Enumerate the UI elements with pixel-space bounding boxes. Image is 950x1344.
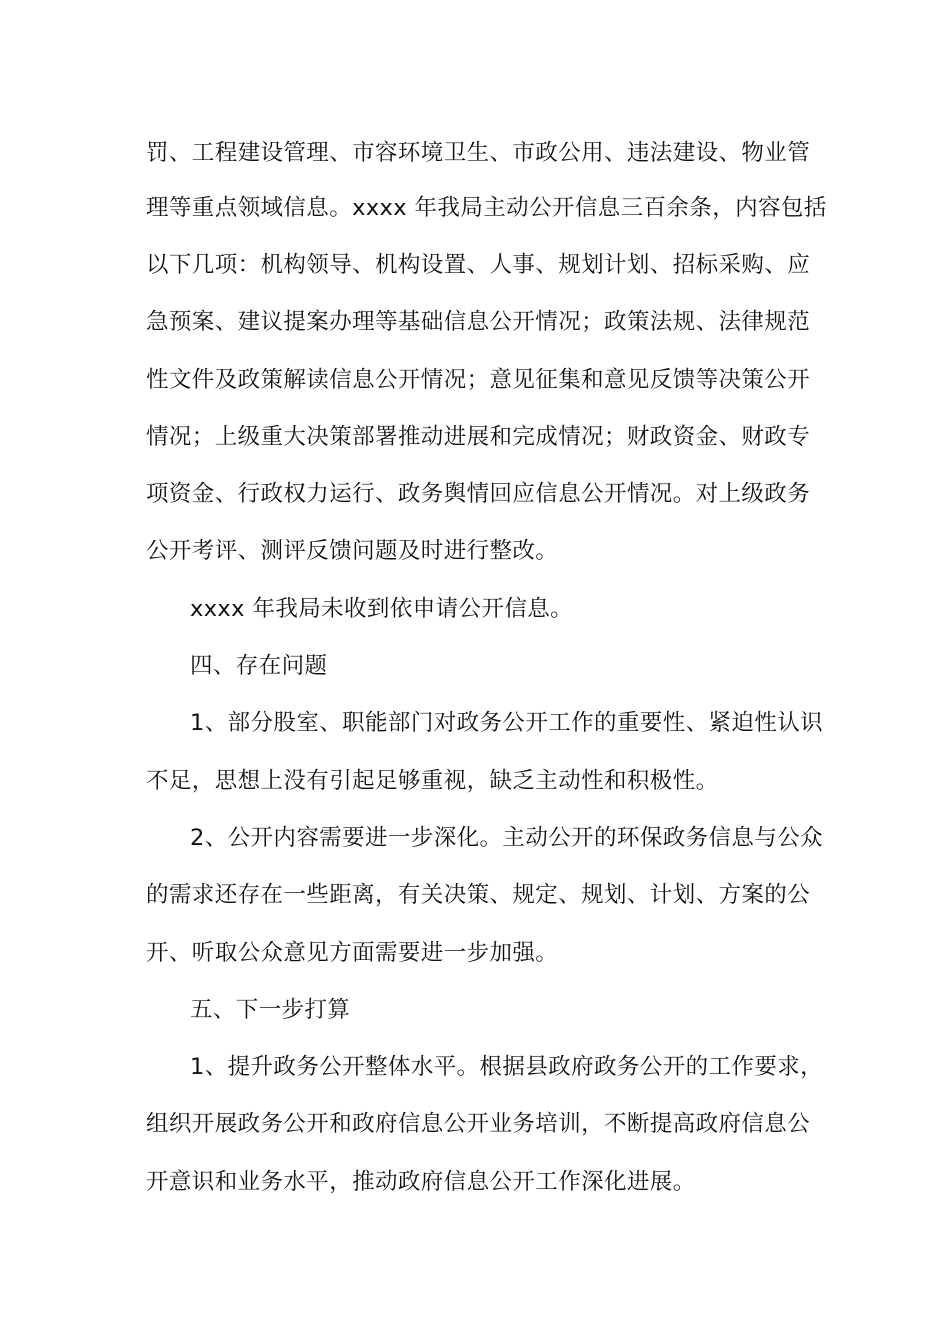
body-line-5: 性文件及政策解读信息公开情况；意见征集和意见反馈等决策公开: [146, 367, 811, 393]
body-line-1: 罚、工程建设管理、市容环境卫生、市政公用、违法建设、物业管: [146, 140, 811, 166]
body-line-17: 1、提升政务公开整体水平。根据县政府政务公开的工作要求，: [190, 1054, 824, 1080]
body-line-14: 的需求还存在一些距离，有关决策、规定、规划、计划、方案的公: [146, 882, 811, 908]
body-line-3: 以下几项：机构领导、机构设置、人事、规划计划、招标采购、应: [146, 252, 811, 278]
body-line-8: 公开考评、测评反馈问题及时进行整改。: [146, 538, 559, 564]
body-line-18: 组织开展政务公开和政府信息公开业务培训，不断提高政府信息公: [146, 1111, 811, 1137]
section-heading-next-steps: 五、下一步打算: [190, 997, 351, 1023]
body-line-15: 开、听取公众意见方面需要进一步加强。: [146, 940, 559, 966]
body-line-9: xxxx 年我局未收到依申请公开信息。: [190, 596, 574, 622]
body-line-7: 项资金、行政权力运行、政务舆情回应信息公开情况。对上级政务: [146, 481, 811, 507]
body-line-13: 2、公开内容需要进一步深化。主动公开的环保政务信息与公众: [190, 825, 824, 851]
section-heading-problems: 四、存在问题: [190, 653, 328, 679]
body-line-19: 开意识和业务水平，推动政府信息公开工作深化进展。: [146, 1169, 696, 1195]
body-line-6: 情况；上级重大决策部署推动进展和完成情况；财政资金、财政专: [146, 424, 811, 450]
body-line-12: 不足，思想上没有引起足够重视，缺乏主动性和积极性。: [146, 768, 719, 794]
body-line-11: 1、部分股室、职能部门对政务公开工作的重要性、紧迫性认识: [190, 710, 824, 736]
body-line-2: 理等重点领域信息。xxxx 年我局主动公开信息三百余条，内容包括: [146, 195, 827, 221]
body-line-4: 急预案、建议提案办理等基础信息公开情况；政策法规、法律规范: [146, 309, 811, 335]
